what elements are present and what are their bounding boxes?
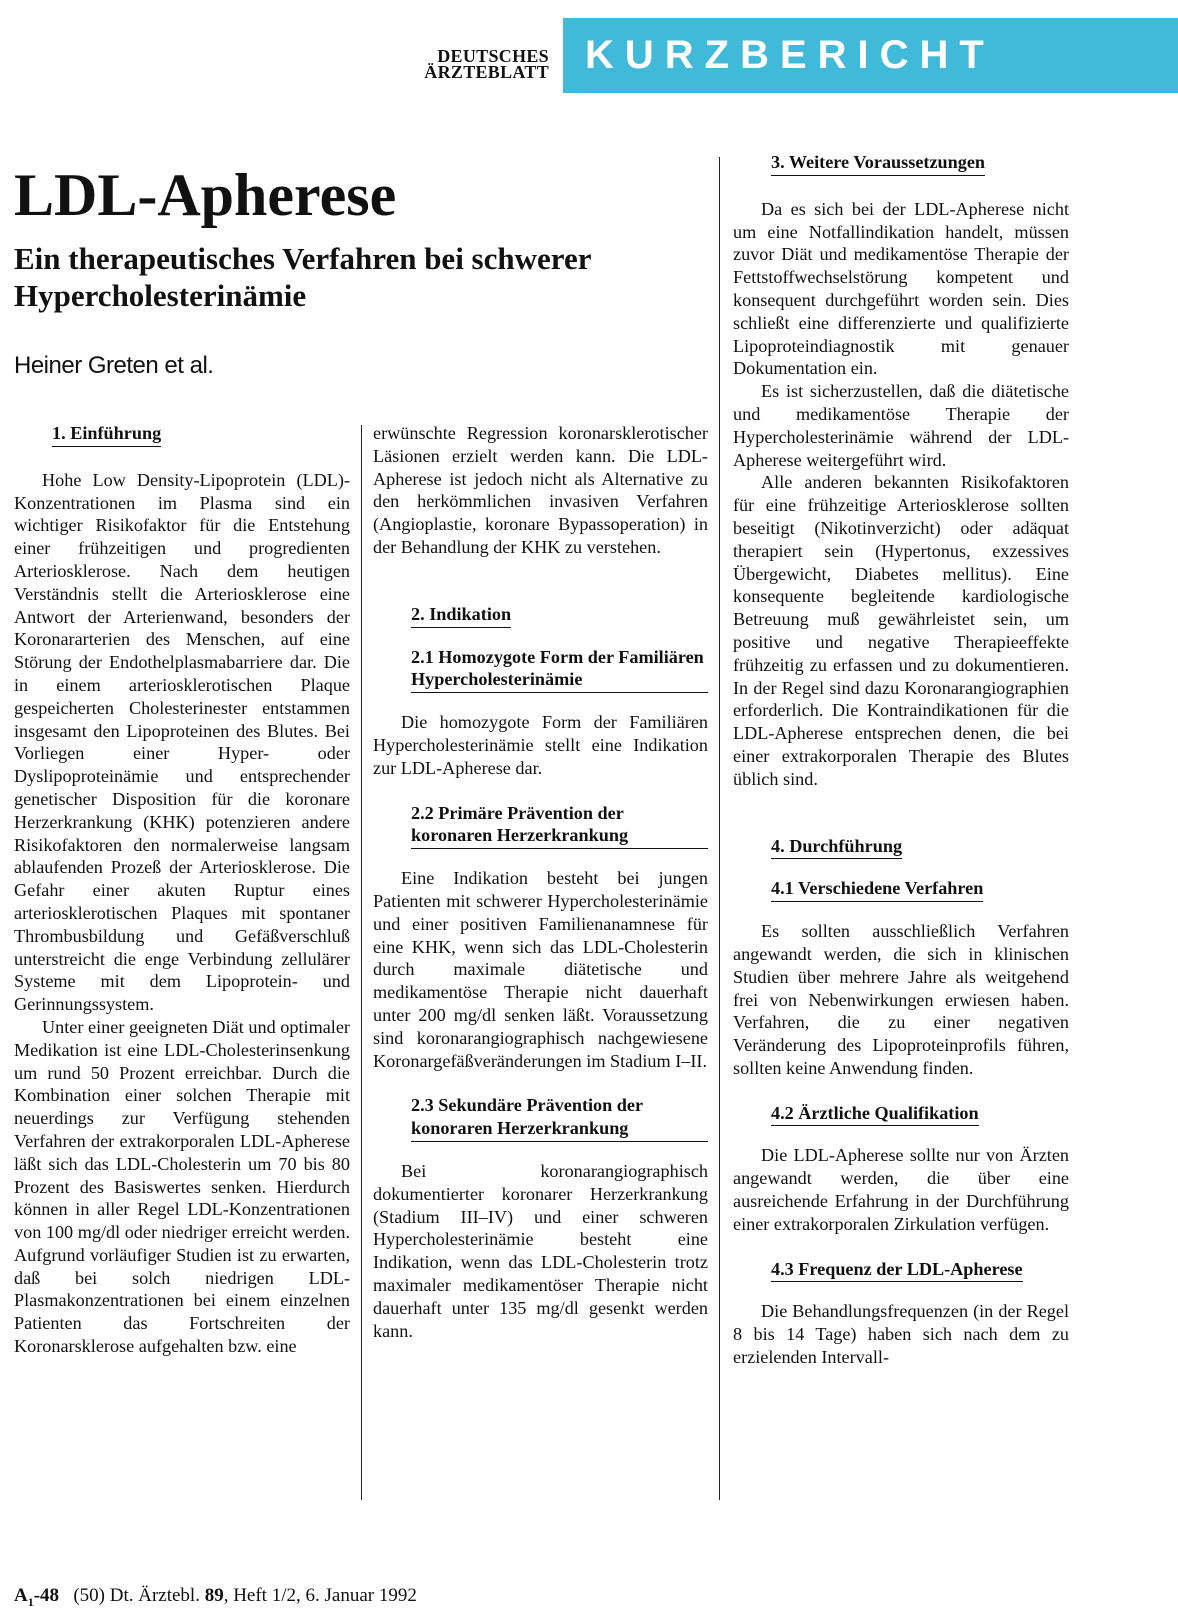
masthead-line1: DEUTSCHES <box>437 46 549 66</box>
journal-masthead <box>379 48 549 80</box>
column-1 <box>14 422 350 1358</box>
heading-aerztliche-qualifikation: 4.2 Ärztliche Qualifikation <box>771 1102 979 1127</box>
paragraph: Die homozygote Form der Familiären Hypercholesterinämie stellt eine Indikation zur LDL-Apherese dar. <box>373 712 708 778</box>
heading-sekundaere-praevention: 2.3 Sekundäre Prävention der konoraren Herzerkrankung <box>411 1094 708 1142</box>
column-2 <box>373 422 708 1342</box>
footer-page-letter: A <box>14 1585 28 1606</box>
paragraph: Es ist sicherzustellen, daß die diätetische und medikamentöse Therapie der Hypercholesterinämie während der LDL-Apherese weitergeführt wird. <box>733 381 1069 470</box>
paragraph: Eine Indikation besteht bei jungen Patienten mit schwerer Hypercholesterinämie und einer positiven Familienanamnese für eine KHK, wenn sich das LDL-Cholesterin durch maximale diätetische und medikamentöse Therapie nicht dauerhaft unter 200 mg/dl senken läßt. Voraussetzung sind koronarangiographisch nachgewiesene Koronargefäßveränderungen im Stadium I–II. <box>373 868 708 1071</box>
heading-homozygote-form: 2.1 Homozygote Form der Familiären Hypercholesterinämie <box>411 646 708 694</box>
paragraph: Unter einer geeigneten Diät und optimaler Medikation ist eine LDL-Cholesterinsenkung um rund 50 Prozent erreichbar. Durch die Kombination einer solchen Therapie mit neuerdings zur Verfügung stehenden Verfahren der extrakorporalen LDL-Apherese läßt sich das LDL-Cholesterin um 70 bis 80 Prozent des Basiswertes senken. Hierdurch können in aller Regel LDL-Konzentrationen von 100 mg/dl oder niedriger erreicht werden. Aufgrund vorläufiger Studien ist zu erwarten, daß bei solch niedrigen LDL-Plasmakonzentrationen bei einem einzelnen Patienten das Fortschreiten der Koronarsklerose aufgehalten bzw. eine <box>14 1016 350 1357</box>
heading-verschiedene-verfahren: 4.1 Verschiedene Verfahren <box>771 877 983 902</box>
footer-citation: (50) Dt. Ärztebl. <box>73 1585 200 1606</box>
heading-frequenz: 4.3 Frequenz der LDL-Apherese <box>771 1258 1023 1283</box>
paragraph: erwünschte Regression koronarsklerotischer Läsionen erzielt werden kann. Die LDL-Apherese ist jedoch nicht als Alternative zu den herkömmlichen invasiven Verfahren (Angioplastie, koronare Bypassoperation) in der Behandlung der KHK zu verstehen. <box>373 423 708 557</box>
paragraph: Bei koronarangiographisch dokumentierter koronarer Herzerkrankung (Stadium III–IV) und einer schweren Hypercholesterinämie besteht eine Indikation, wenn das LDL-Cholesterin trotz maximaler medikamentöser Therapie nicht dauerhaft unter 135 mg/dl gesenkt werden kann. <box>373 1160 708 1341</box>
article-title: LDL-Apherese <box>14 162 397 228</box>
heading-primaere-praevention: 2.2 Primäre Prävention der koronaren Herzerkrankung <box>411 802 708 850</box>
article-subtitle: Ein therapeutisches Verfahren bei schwerer Hypercholesterinämie <box>14 241 591 313</box>
column-rule-left <box>361 425 362 1500</box>
paragraph: Es sollten ausschließlich Verfahren angewandt werden, die sich in klinischen Studien über mehrere Jahre als weitgehend frei von Nebenwirkungen erwiesen haben. Verfahren, die zu einer negativen Veränderung des Lipoproteinprofils führen, sollten keine Anwendung finden. <box>733 921 1069 1078</box>
column-rule-right <box>719 157 720 1500</box>
paragraph: Hohe Low Density-Lipoprotein (LDL)-Konzentrationen im Plasma sind ein wichtiger Risikofaktor für die Entstehung einer frühzeitigen und progredienten Arteriosklerose. Nach dem heutigen Verständnis stellt die Arteriosklerose eine Antwort der Arterienwand, besonders der Koronararterien des Menschen, auf eine Störung der Endothelplasmabarriere dar. Die in einem arteriosklerotischen Plaque gespeicherten Cholesterinester entstammen insgesamt den Lipoproteinen des Blutes. Bei Vorliegen einer Hyper- oder Dyslipoproteinämie und entsprechender genetischer Disposition für die koronare Herzerkrankung (KHK) potenzieren andere Risikofaktoren den normalerweise langsam ablaufenden Prozeß der Arteriosklerose. Die Gefahr einer akuten Ruptur eines arteriosklerotischen Plaques mit spontaner Thrombusbildung und Gefäßverschluß unterstreicht die enge Verbindung zellulärer Systeme mit dem Lipoprotein- und Gerinnungssystem. <box>14 469 350 1015</box>
section-banner: KURZBERICHT <box>563 18 1178 93</box>
heading-durchfuehrung: 4. Durchführung <box>771 835 902 860</box>
heading-weitere-voraussetzungen: 3. Weitere Voraussetzungen <box>771 151 985 176</box>
footer-issue: , Heft 1/2, 6. Januar 1992 <box>223 1585 417 1606</box>
heading-indikation: 2. Indikation <box>411 603 511 628</box>
column-3 <box>733 151 1069 1369</box>
footer-page-number: -48 <box>33 1585 60 1606</box>
paragraph: Die LDL-Apherese sollte nur von Ärzten angewandt werden, die über eine ausreichende Erfahrung in der Durchführung einer extrakorporalen Zirkulation verfügen. <box>733 1145 1069 1234</box>
masthead-line2: ÄRZTEBLATT <box>424 62 549 82</box>
footer-volume: 89 <box>204 1585 224 1606</box>
paragraph: Da es sich bei der LDL-Apherese nicht um eine Notfallindikation handelt, müssen zuvor Diät und medikamentöse Therapie der Fettstoffwechselstörung kompetent und konsequent durchgeführt worden sein. Dies schließt eine differenzierte und qualifizierte Lipoproteindiagnostik mit genauer Dokumentation ein. <box>733 198 1069 379</box>
footer-page-subscript: 1 <box>27 1594 34 1609</box>
paragraph: Die Behandlungsfrequenzen (in der Regel 8 bis 14 Tage) haben sich nach dem zu erzielenden Intervall- <box>733 1301 1069 1368</box>
article-author: Heiner Greten et al. <box>14 352 214 379</box>
page-footer <box>14 1585 417 1610</box>
paragraph: Alle anderen bekannten Risikofaktoren für eine frühzeitige Arteriosklerose sollten beseitigt (Nikotinverzicht) oder adäquat therapiert sein (Hypertonus, exzessives Übergewicht, Diabetes mellitus). Eine konsequente begleitende kardiologische Betreuung muß gewährleistet sein, um positive und negative Therapieeffekte frühzeitig zu erfassen und zu dokumentieren. In der Regel sind dazu Koronarangiographien erforderlich. Die Kontraindikationen für die LDL-Apherese entsprechen denen, die bei einer extrakorporalen Therapie des Blutes üblich sind. <box>733 472 1069 789</box>
heading-einfuehrung: 1. Einführung <box>52 422 161 447</box>
